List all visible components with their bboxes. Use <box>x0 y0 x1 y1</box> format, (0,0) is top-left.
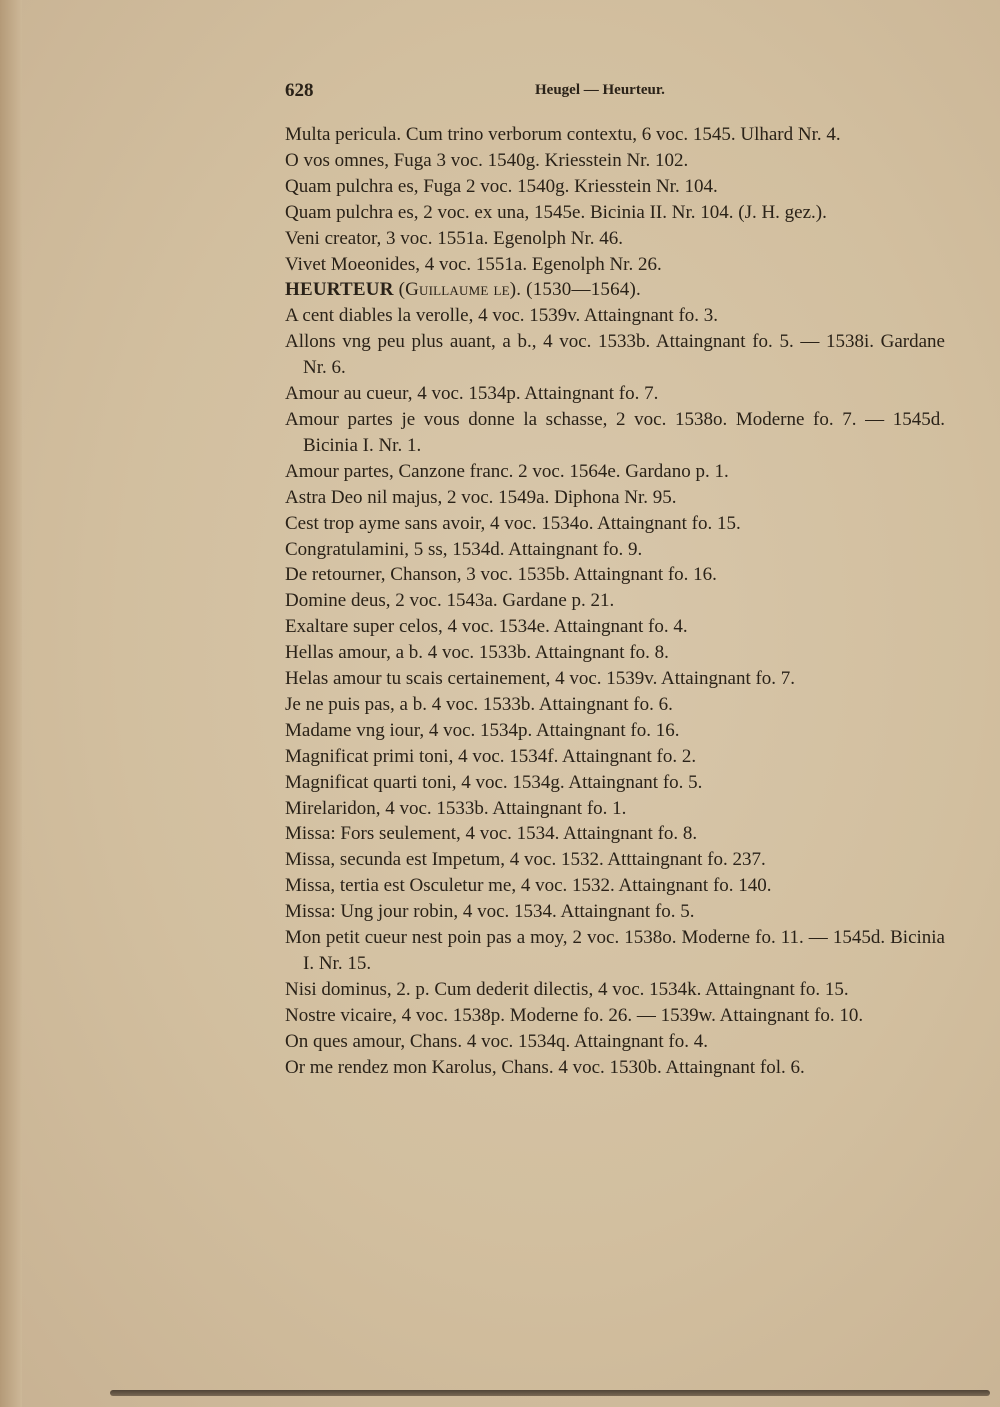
catalog-entries <box>285 122 945 1081</box>
work-entry: Nostre vicaire, 4 voc. 1538p. Moderne fo. 26. — 1539w. Attaingnant fo. 10. <box>285 1004 864 1026</box>
work-entry: Missa: Fors seulement, 4 voc. 1534. Attaingnant fo. 8. <box>285 823 698 845</box>
composer-heading <box>285 277 945 303</box>
work-entry: Exaltare super celos, 4 voc. 1534e. Attaingnant fo. 4. <box>285 616 688 638</box>
page-header <box>285 80 945 106</box>
work-entry: Mon petit cueur nest poin pas a moy, 2 voc. 1538o. Moderne fo. 11. — 1545d. Bicinia I. Nr. 15. <box>285 927 945 974</box>
catalog-entry: Quam pulchra es, 2 voc. ex una, 1545e. Bicinia II. Nr. 104. (J. H. gez.). <box>285 201 827 223</box>
work-entry: Astra Deo nil majus, 2 voc. 1549a. Diphona Nr. 95. <box>285 486 677 508</box>
work-entry: Nisi dominus, 2. p. Cum dederit dilectis, 4 voc. 1534k. Attaingnant fo. 15. <box>285 978 849 1000</box>
work-entry: Missa: Ung jour robin, 4 voc. 1534. Attaingnant fo. 5. <box>285 901 695 923</box>
running-head: Heugel — Heurteur. <box>535 82 665 98</box>
work-entry: Madame vng iour, 4 voc. 1534p. Attaingnant fo. 16. <box>285 719 680 741</box>
work-entry: Missa, secunda est Impetum, 4 voc. 1532. Atttaingnant fo. 237. <box>285 849 766 871</box>
work-entry: Amour partes, Canzone franc. 2 voc. 1564e. Gardano p. 1. <box>285 460 729 482</box>
work-entry: Amour partes je vous donne la schasse, 2 voc. 1538o. Moderne fo. 7. — 1545d. Bicinia I. Nr. 1. <box>285 408 945 456</box>
work-entry: Helas amour tu scais certainement, 4 voc. 1539v. Attaingnant fo. 7. <box>285 668 796 690</box>
catalog-entry: Vivet Moeonides, 4 voc. 1551a. Egenolph Nr. 26. <box>285 253 662 275</box>
work-entry: Je ne puis pas, a b. 4 voc. 1533b. Attaingnant fo. 6. <box>285 693 673 715</box>
work-entry: Domine deus, 2 voc. 1543a. Gardane p. 21. <box>285 590 615 612</box>
work-entry: On ques amour, Chans. 4 voc. 1534q. Attaingnant fo. 4. <box>285 1030 708 1052</box>
work-entry: Allons vng peu plus auant, a b., 4 voc. 1533b. Attaingnant fo. 5. — 1538i. Gardane Nr. 6. <box>285 331 945 379</box>
page-number: 628 <box>285 80 314 101</box>
work-entry: Or me rendez mon Karolus, Chans. 4 voc. 1530b. Attaingnant fol. 6. <box>285 1056 805 1078</box>
work-entry: Missa, tertia est Osculetur me, 4 voc. 1532. Attaingnant fo. 140. <box>285 875 772 897</box>
catalog-entry: Veni creator, 3 voc. 1551a. Egenolph Nr. 46. <box>285 227 623 249</box>
work-entry: Magnificat primi toni, 4 voc. 1534f. Attaingnant fo. 2. <box>285 745 697 767</box>
work-entry: De retourner, Chanson, 3 voc. 1535b. Attaingnant fo. 16. <box>285 564 717 586</box>
work-entry: Cest trop ayme sans avoir, 4 voc. 1534o. Attaingnant fo. 15. <box>285 512 741 534</box>
work-entry: Amour au cueur, 4 voc. 1534p. Attaingnant fo. 7. <box>285 383 659 405</box>
catalog-entry: O vos omnes, Fuga 3 voc. 1540g. Kriesstein Nr. 102. <box>285 149 689 171</box>
page-binding-edge <box>0 0 22 1407</box>
work-entry: Hellas amour, a b. 4 voc. 1533b. Attaingnant fo. 8. <box>285 642 669 664</box>
composer-name: HEURTEUR <box>285 279 394 301</box>
page-bottom-shadow <box>110 1390 990 1396</box>
composer-given-name: (Guillaume le). <box>398 279 522 301</box>
catalog-entry: Multa pericula. Cum trino verborum contextu, 6 voc. 1545. Ulhard Nr. 4. <box>285 124 841 145</box>
work-entry: Magnificat quarti toni, 4 voc. 1534g. Attaingnant fo. 5. <box>285 771 703 793</box>
work-entry: Congratulamini, 5 ss, 1534d. Attaingnant fo. 9. <box>285 538 643 560</box>
composer-dates: (1530—1564). <box>526 279 641 301</box>
work-entry: A cent diables la verolle, 4 voc. 1539v. Attaingnant fo. 3. <box>285 305 719 327</box>
work-entry: Mirelaridon, 4 voc. 1533b. Attaingnant fo. 1. <box>285 797 627 819</box>
catalog-entry: Quam pulchra es, Fuga 2 voc. 1540g. Kriesstein Nr. 104. <box>285 175 718 197</box>
